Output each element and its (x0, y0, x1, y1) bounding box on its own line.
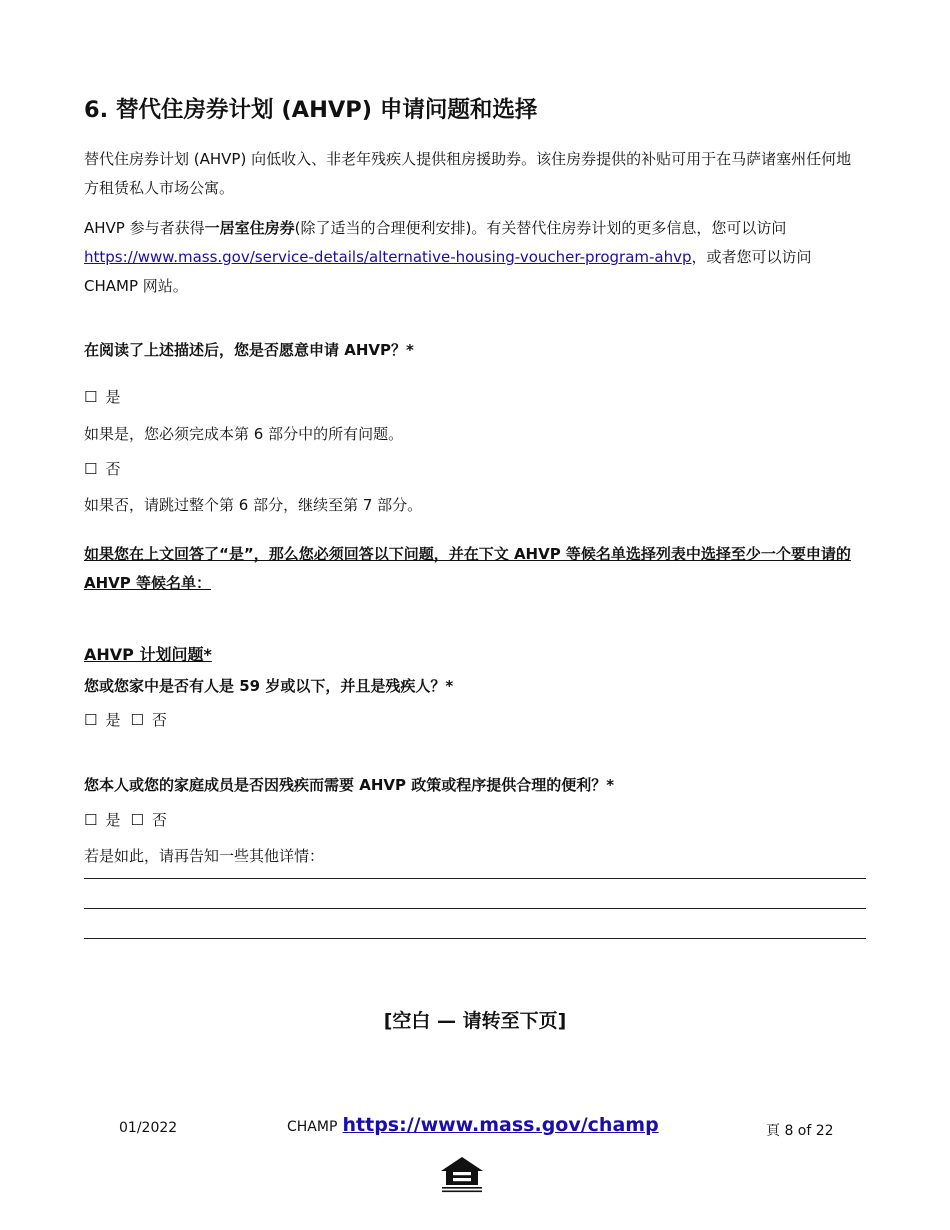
apply-yes-option (84, 386, 120, 407)
page-number: 頁 8 of 22 (766, 1123, 834, 1139)
accommodation-question: 您本人或您的家庭成员是否因残疾而需要 AHVP 政策或程序提供合理的便利？* (84, 776, 615, 794)
apply-yes-checkbox[interactable]: ☐ (84, 388, 98, 406)
age-disability-yes-checkbox[interactable]: ☐ (84, 711, 98, 729)
age-disability-question: 您或您家中是否有人是 59 岁或以下，并且是残疾人？* (84, 677, 454, 695)
program-info-paragraph (84, 214, 866, 301)
waitlist-instruction: 如果您在上文回答了“是”，那么您必须回答以下问题，并在下文 AHVP 等候名单选择列表中选择至少一个要申请的 AHVP 等候名单： (84, 545, 851, 592)
para2-text-end: ，或者您可以访问 CHAMP 网站。 (84, 248, 812, 295)
equal-housing-logo-icon (439, 1155, 485, 1195)
age-disability-no-checkbox[interactable]: ☐ (130, 711, 144, 729)
accommodation-no-label: 否 (151, 811, 167, 829)
apply-yes-label: 是 (105, 388, 121, 406)
section-title: 6. 替代住房券计划 (AHVP) 申请问题和选择 (84, 97, 538, 123)
apply-no-label: 否 (105, 460, 121, 478)
age-disability-options (84, 709, 167, 730)
ahvp-info-link[interactable]: https://www.mass.gov/service-details/alternative-housing-voucher-program-ahvp (84, 248, 692, 266)
accommodation-yes-label: 是 (105, 811, 121, 829)
footer-site-label: CHAMP (287, 1119, 338, 1135)
footer-site (287, 1114, 659, 1136)
one-bedroom-voucher-text: 一居室住房券 (204, 219, 295, 237)
apply-no-checkbox[interactable]: ☐ (84, 460, 98, 478)
para2-text-start: AHVP 参与者获得 (84, 219, 205, 237)
program-description: 替代住房券计划 (AHVP) 向低收入、非老年残疾人提供租房援助券。该住房券提供的补贴可用于在马萨诸塞州任何地方租赁私人市场公寓。 (84, 150, 852, 197)
age-disability-no-label: 否 (151, 711, 167, 729)
details-line-1[interactable] (84, 878, 866, 879)
apply-question: 在阅读了上述描述后，您是否愿意申请 AHVP？* (84, 341, 414, 359)
champ-link[interactable]: https://www.mass.gov/champ (342, 1114, 659, 1136)
apply-no-option (84, 458, 120, 479)
blank-page-notice: [空白 — 请转至下页] (383, 1010, 567, 1032)
accommodation-yes-checkbox[interactable]: ☐ (84, 811, 98, 829)
details-line-2[interactable] (84, 908, 866, 909)
details-line-3[interactable] (84, 938, 866, 939)
accommodation-options (84, 809, 167, 830)
no-instruction: 如果否，请跳过整个第 6 部分，继续至第 7 部分。 (84, 496, 423, 514)
program-questions-title: AHVP 计划问题* (84, 645, 212, 664)
para2-text-middle: (除了适当的合理便利安排)。有关替代住房券计划的更多信息，您可以访问 (294, 219, 787, 237)
age-disability-yes-label: 是 (105, 711, 121, 729)
accommodation-no-checkbox[interactable]: ☐ (130, 811, 144, 829)
footer-date: 01/2022 (119, 1120, 178, 1136)
yes-instruction: 如果是，您必须完成本第 6 部分中的所有问题。 (84, 425, 404, 443)
details-prompt: 若是如此，请再告知一些其他详情： (84, 847, 325, 865)
